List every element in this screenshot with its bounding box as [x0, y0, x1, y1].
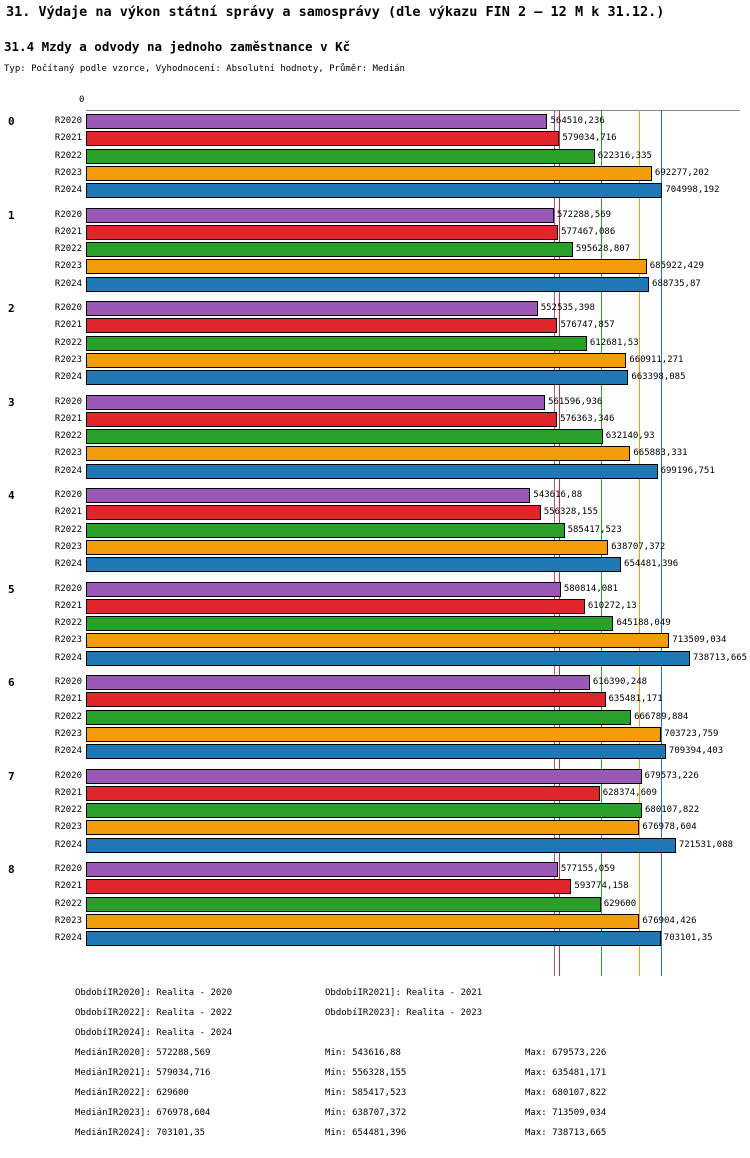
bar-value-label: 660911,271: [629, 354, 684, 365]
bar-R2020[interactable]: [86, 862, 558, 877]
bar-value-label: 580814,081: [563, 583, 618, 594]
bar-R2022[interactable]: [86, 897, 601, 912]
bar-row[interactable]: [0, 131, 750, 146]
bar-R2022[interactable]: [86, 336, 587, 351]
bar-row-label: R2020: [54, 116, 82, 126]
stat-max: Max: 738713,665: [525, 1128, 607, 1138]
bar-value-label: 676978,604: [642, 822, 697, 833]
bar-value-label: 654481,396: [624, 559, 679, 570]
bar-row-label: R2020: [54, 396, 82, 407]
bar-row[interactable]: [0, 412, 750, 427]
axis-top-line: [86, 110, 740, 111]
bar-row[interactable]: [0, 183, 750, 198]
bar-R2023[interactable]: [86, 540, 608, 555]
bar-row-label: R2020: [54, 490, 82, 500]
bar-value-label: 579034,716: [562, 133, 617, 144]
bar-track: [86, 582, 740, 597]
bar-track: [86, 464, 740, 479]
bar-row[interactable]: [0, 277, 750, 292]
bar-R2022[interactable]: [86, 616, 613, 631]
bar-track: [86, 523, 740, 538]
bar-track: [86, 395, 740, 410]
bar-track: [86, 114, 740, 129]
bar-value-label: 616390,248: [592, 677, 648, 687]
bar-row-label: R2022: [54, 711, 82, 722]
bar-row-label: R2022: [54, 150, 82, 161]
bar-value-label: 635481,171: [608, 694, 663, 705]
bar-track: [86, 446, 740, 461]
bar-track: [86, 183, 740, 198]
bar-R2022[interactable]: [86, 242, 573, 257]
stats-line: [0, 1088, 750, 1108]
group-label: 4: [8, 489, 15, 502]
bar-value-label: 543616,88: [533, 490, 583, 500]
bar-R2021[interactable]: [86, 786, 600, 801]
bar-track: [86, 862, 740, 877]
bar-track: [86, 897, 740, 912]
bar-R2024[interactable]: [86, 370, 628, 385]
bar-row-label: R2023: [54, 728, 82, 739]
bar-row-label: R2020: [54, 303, 82, 313]
bar-R2023[interactable]: [86, 446, 630, 461]
bar-R2024[interactable]: [86, 183, 662, 198]
bar-row-label: R2024: [54, 746, 82, 757]
bar-row-label: R2022: [54, 524, 82, 535]
bar-row-label: R2021: [54, 787, 82, 798]
bar-track: [86, 803, 740, 818]
bar-track: [86, 225, 740, 240]
bar-row-label: R2024: [54, 185, 82, 196]
bar-track: [86, 820, 740, 835]
stat-median: MediánIR2023]: 676978,604: [75, 1108, 211, 1118]
stat-min: Min: 654481,396: [325, 1128, 407, 1138]
bar-R2021[interactable]: [86, 225, 558, 240]
stat-median: MediánIR2021]: 579034,716: [75, 1068, 211, 1078]
bar-track: [86, 727, 740, 742]
bar-row-label: R2022: [54, 618, 82, 629]
bar-value-label: 645188,049: [616, 618, 671, 629]
bar-R2024[interactable]: [86, 557, 621, 572]
stats-line: [0, 1068, 750, 1088]
bar-row-label: R2022: [54, 898, 82, 909]
group-label: 7: [8, 769, 15, 783]
bar-track: [86, 277, 740, 292]
bar-value-label: 561596,936: [548, 396, 603, 407]
bar-row[interactable]: [0, 582, 750, 597]
bar-row-label: R2023: [54, 261, 82, 272]
bar-row[interactable]: [0, 208, 750, 223]
bar-value-label: 576747,857: [560, 320, 615, 331]
bar-row[interactable]: [0, 599, 750, 614]
bar-R2020[interactable]: [86, 301, 538, 316]
bar-value-label: 556328,155: [543, 507, 598, 518]
bar-R2024[interactable]: [86, 744, 666, 759]
bar-row[interactable]: [0, 166, 750, 181]
bar-track: [86, 540, 740, 555]
bar-track: [86, 692, 740, 707]
page-title: 31. Výdaje na výkon státní správy a samosprávy (dle výkazu FIN 2 – 12 M k 31.12.): [6, 4, 665, 20]
bar-row-label: R2023: [54, 822, 82, 833]
bar-value-label: 595628,807: [575, 244, 631, 255]
bar-value-label: 676904,426: [642, 915, 697, 926]
stat-max: Max: 679573,226: [525, 1048, 607, 1058]
bar-row[interactable]: [0, 820, 750, 835]
bar-R2021[interactable]: [86, 412, 557, 427]
group-label: 1: [8, 208, 15, 222]
chart-subtitle: 31.4 Mzdy a odvody na jednoho zaměstnance v Kč: [4, 39, 351, 54]
stat-min: Min: 543616,88: [325, 1048, 401, 1058]
bar-R2020[interactable]: [86, 675, 590, 690]
bar-row-label: R2022: [54, 337, 82, 348]
bar-value-label: 713509,034: [672, 635, 727, 646]
bar-R2022[interactable]: [86, 149, 595, 164]
bar-row-label: R2021: [54, 226, 82, 237]
bar-row-label: R2021: [54, 694, 82, 705]
bar-value-label: 576363,346: [560, 413, 615, 424]
bar-R2023[interactable]: [86, 259, 647, 274]
bar-R2020[interactable]: [86, 395, 545, 410]
bar-R2024[interactable]: [86, 651, 690, 666]
bar-row-label: R2024: [54, 278, 82, 289]
bar-row[interactable]: [0, 505, 750, 520]
bar-row-label: R2023: [54, 635, 82, 646]
bar-R2023[interactable]: [86, 820, 639, 835]
bar-row-label: R2023: [54, 354, 82, 365]
bar-R2020[interactable]: [86, 582, 561, 597]
bar-row-label: R2023: [54, 915, 82, 926]
bar-row-label: R2024: [54, 652, 82, 663]
bar-row-label: R2020: [54, 209, 82, 220]
legend-line: [0, 988, 750, 1008]
bar-R2022[interactable]: [86, 803, 642, 818]
bar-value-label: 622316,335: [597, 150, 652, 161]
bar-value-label: 721531,088: [678, 839, 734, 850]
axis-zero-label: 0: [79, 95, 85, 105]
bar-value-label: 738713,665: [692, 652, 748, 663]
bar-row-label: R2024: [54, 559, 82, 570]
bar-row[interactable]: [0, 353, 750, 368]
bar-row[interactable]: [0, 710, 750, 725]
bar-row[interactable]: [0, 838, 750, 853]
stat-min: Min: 556328,155: [325, 1068, 407, 1078]
bar-value-label: 552535,398: [540, 303, 595, 313]
bar-R2021[interactable]: [86, 131, 559, 146]
bar-row-label: R2024: [54, 839, 82, 850]
bar-value-label: 628374,609: [602, 787, 657, 798]
bar-row[interactable]: [0, 786, 750, 801]
bar-row[interactable]: [0, 464, 750, 479]
bar-track: [86, 131, 740, 146]
bar-value-label: 665883,331: [633, 448, 688, 459]
chart-footer: [0, 988, 750, 1148]
bar-row-label: R2021: [54, 881, 82, 892]
bar-track: [86, 429, 740, 444]
bar-track: [86, 259, 740, 274]
bar-R2023[interactable]: [86, 727, 661, 742]
bar-value-label: 638707,372: [611, 541, 666, 552]
bar-row[interactable]: [0, 149, 750, 164]
bar-value-label: 585417,523: [567, 524, 622, 535]
bar-row[interactable]: [0, 651, 750, 666]
bar-row-label: R2024: [54, 372, 82, 383]
stat-min: Min: 585417,523: [325, 1088, 407, 1098]
bar-row[interactable]: [0, 446, 750, 461]
bar-row-label: R2023: [54, 167, 82, 178]
bar-value-label: 704998,192: [665, 185, 720, 196]
bar-value-label: 564510,236: [550, 116, 605, 126]
stats-line: [0, 1128, 750, 1148]
bar-row[interactable]: [0, 336, 750, 351]
legend-entry: ObdobíIR2024]: Realita - 2024: [75, 1028, 233, 1038]
bar-row[interactable]: [0, 727, 750, 742]
bar-value-label: 577467,086: [561, 226, 616, 237]
bar-row[interactable]: [0, 769, 750, 784]
bar-row[interactable]: [0, 301, 750, 316]
bar-R2020[interactable]: [86, 769, 642, 784]
bar-row-label: R2021: [54, 320, 82, 331]
bar-R2021[interactable]: [86, 879, 571, 894]
bar-row-label: R2022: [54, 244, 82, 255]
bar-track: [86, 769, 740, 784]
bar-R2021[interactable]: [86, 318, 557, 333]
bar-track: [86, 838, 740, 853]
bar-track: [86, 914, 740, 929]
bar-row-label: R2024: [54, 465, 82, 476]
bar-R2022[interactable]: [86, 429, 603, 444]
bar-row-label: R2024: [54, 933, 82, 944]
bar-value-label: 699196,751: [660, 465, 715, 476]
stats-line: [0, 1108, 750, 1128]
bar-value-label: 663398,085: [631, 372, 686, 383]
legend-line: [0, 1008, 750, 1028]
bar-track: [86, 505, 740, 520]
bar-row[interactable]: [0, 395, 750, 410]
bar-row[interactable]: [0, 225, 750, 240]
bar-row[interactable]: [0, 914, 750, 929]
stats-line: [0, 1048, 750, 1068]
group-label: 3: [8, 395, 15, 409]
bar-value-label: 629600: [603, 898, 637, 909]
stat-median: MediánIR2020]: 572288,569: [75, 1048, 211, 1058]
bar-track: [86, 488, 740, 503]
bar-row[interactable]: [0, 523, 750, 538]
bar-row[interactable]: [0, 540, 750, 555]
bar-row-label: R2021: [54, 507, 82, 518]
bar-track: [86, 242, 740, 257]
bar-value-label: 709394,403: [668, 746, 724, 757]
bar-value-label: 572288,569: [556, 209, 612, 220]
bar-track: [86, 786, 740, 801]
legend-entry: ObdobíIR2023]: Realita - 2023: [325, 1008, 483, 1018]
bar-row-label: R2020: [54, 583, 82, 594]
bar-value-label: 577155,059: [560, 864, 615, 874]
bar-row[interactable]: [0, 692, 750, 707]
bar-row[interactable]: [0, 259, 750, 274]
bar-R2020[interactable]: [86, 208, 554, 223]
legend-entry: ObdobíIR2020]: Realita - 2020: [75, 988, 233, 998]
bar-track: [86, 149, 740, 164]
bar-track: [86, 931, 740, 946]
bar-row-label: R2021: [54, 413, 82, 424]
bar-value-label: 703723,759: [664, 728, 719, 739]
bar-value-label: 632140,93: [605, 431, 655, 442]
bar-R2023[interactable]: [86, 353, 626, 368]
group-label: 5: [8, 582, 15, 596]
stat-median: MediánIR2022]: 629600: [75, 1088, 189, 1098]
bar-value-label: 610272,13: [587, 600, 637, 611]
bar-R2023[interactable]: [86, 633, 669, 648]
bar-row-label: R2020: [54, 677, 82, 687]
bar-row[interactable]: [0, 633, 750, 648]
bar-R2023[interactable]: [86, 166, 652, 181]
stat-min: Min: 638707,372: [325, 1108, 407, 1118]
bar-track: [86, 208, 740, 223]
bar-track: [86, 412, 740, 427]
bar-row-label: R2021: [54, 600, 82, 611]
bar-value-label: 688735,87: [652, 278, 701, 289]
legend-entry: ObdobíIR2022]: Realita - 2022: [75, 1008, 233, 1018]
group-label: 6: [8, 676, 15, 689]
chart-settings-note: Typ: Počítaný podle vzorce, Vyhodnocení: Absolutní hodnoty, Průměr: Medián: [4, 64, 405, 74]
stat-max: Max: 635481,171: [525, 1068, 607, 1078]
bar-R2022[interactable]: [86, 523, 565, 538]
bar-row[interactable]: [0, 557, 750, 572]
bar-track: [86, 370, 740, 385]
bar-row[interactable]: [0, 370, 750, 385]
bar-value-label: 612681,53: [589, 337, 639, 348]
bar-row[interactable]: [0, 803, 750, 818]
bar-R2024[interactable]: [86, 464, 658, 479]
bar-track: [86, 166, 740, 181]
bar-R2024[interactable]: [86, 838, 676, 853]
bar-row[interactable]: [0, 744, 750, 759]
bar-track: [86, 557, 740, 572]
bar-R2021[interactable]: [86, 692, 606, 707]
bar-row-label: R2021: [54, 133, 82, 144]
bar-track: [86, 710, 740, 725]
group-label: 0: [8, 115, 15, 128]
stat-max: Max: 713509,034: [525, 1108, 607, 1118]
bar-track: [86, 744, 740, 759]
bar-row-label: R2022: [54, 805, 82, 816]
bar-track: [86, 301, 740, 316]
bar-value-label: 679573,226: [644, 770, 699, 781]
bar-value-label: 703101,35: [663, 933, 713, 944]
bar-R2020[interactable]: [86, 114, 547, 129]
bar-track: [86, 336, 740, 351]
bar-R2024[interactable]: [86, 277, 649, 292]
bar-value-label: 593774,158: [574, 881, 629, 892]
stat-median: MediánIR2024]: 703101,35: [75, 1128, 206, 1138]
group-label: 8: [8, 863, 15, 876]
bar-R2022[interactable]: [86, 710, 631, 725]
bar-row-label: R2022: [54, 431, 82, 442]
bar-value-label: 685922,429: [649, 261, 704, 272]
bar-value-label: 680107,822: [644, 805, 700, 816]
stat-max: Max: 680107,822: [525, 1088, 607, 1098]
bar-row[interactable]: [0, 931, 750, 946]
bar-R2024[interactable]: [86, 931, 661, 946]
bar-track: [86, 616, 740, 631]
bar-row-label: R2023: [54, 541, 82, 552]
plot-area: [0, 96, 750, 986]
bar-track: [86, 599, 740, 614]
legend-entry: ObdobíIR2021]: Realita - 2021: [325, 988, 483, 998]
bar-track: [86, 318, 740, 333]
bar-row[interactable]: [0, 488, 750, 503]
bar-R2021[interactable]: [86, 599, 585, 614]
bar-R2023[interactable]: [86, 914, 639, 929]
bar-row[interactable]: [0, 897, 750, 912]
bar-row[interactable]: [0, 616, 750, 631]
legend-line: [0, 1028, 750, 1048]
bar-row[interactable]: [0, 242, 750, 257]
bar-track: [86, 651, 748, 666]
bar-row-label: R2020: [54, 770, 82, 781]
bar-row-label: R2020: [54, 864, 82, 874]
bar-track: [86, 879, 740, 894]
bar-R2021[interactable]: [86, 505, 541, 520]
bar-row-label: R2023: [54, 448, 82, 459]
bar-row[interactable]: [0, 862, 750, 877]
bar-track: [86, 353, 740, 368]
bar-track: [86, 633, 740, 648]
bar-row[interactable]: [0, 675, 750, 690]
bar-R2020[interactable]: [86, 488, 530, 503]
bar-value-label: 666789,884: [634, 711, 689, 722]
bar-row[interactable]: [0, 114, 750, 129]
bar-row[interactable]: [0, 429, 750, 444]
bar-row[interactable]: [0, 318, 750, 333]
bar-row[interactable]: [0, 879, 750, 894]
group-label: 2: [8, 302, 15, 315]
bar-track: [86, 675, 740, 690]
bar-value-label: 692277,202: [654, 167, 710, 178]
